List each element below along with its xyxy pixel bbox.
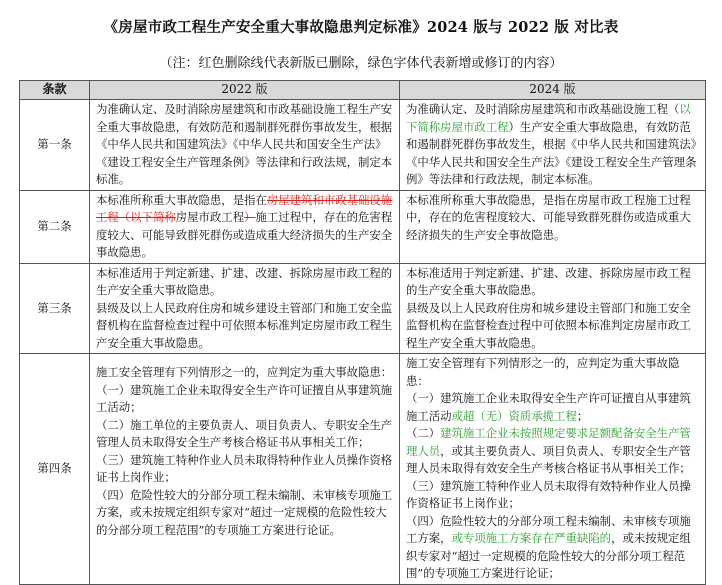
text-2024: 为准确认定、及时消除房屋建筑和市政基础设施工程（ <box>406 102 680 116</box>
paragraph: 本标准适用于判定新建、扩建、改建、拆除房屋市政工程的生产安全重大事故隐患。 <box>406 265 691 297</box>
cell-2022 <box>90 263 400 354</box>
cell-2024 <box>400 354 706 585</box>
text-2024: 本标准所称重大事故隐患，是指在房屋市政工程施工过程中，存在的危害程度较大、可能导致群死群伤或造成重大经济损失的生产安全事故隐患。 <box>406 192 691 242</box>
paragraph <box>406 390 699 425</box>
text-2024: （一）建筑施工企业未取得安全生产许可证擅自从事建筑施工活动 <box>406 391 691 423</box>
article-label: 第一条 <box>20 100 90 191</box>
table-row <box>20 190 706 263</box>
article-label: 第二条 <box>20 190 90 263</box>
header-article: 条款 <box>20 81 90 100</box>
cell-2022 <box>90 100 400 191</box>
paragraph: 县级及以上人民政府住房和城乡建设主管部门和施工安全监督机构在监督检查过程中可依照本标准判定房屋市政工程生产安全重大事故隐患。 <box>96 300 393 350</box>
header-2022: 2022 版 <box>90 81 400 100</box>
text-2022: 为准确认定、及时消除房屋建筑和市政基础设施工程生产安全重大事故隐患，有效防范和遏制群死群伤事故发生，根据《中华人民共和国建筑法》《中华人民共和国安全生产法》《建设工程安全生产管理条例》等法律和行政法规，制定本标准。 <box>96 102 393 186</box>
article-label: 第四条 <box>20 354 90 585</box>
paragraph: （一）建筑施工企业未取得安全生产许可证擅自从事建筑施工活动； <box>96 382 393 414</box>
cell-2024 <box>400 190 706 263</box>
added-text: 或超（无）资质承揽工程 <box>451 408 577 423</box>
added-text: 或专项施工方案存在严重缺陷的 <box>451 531 612 545</box>
table-header-row <box>20 81 706 100</box>
comparison-table <box>19 80 706 585</box>
added-text: 以下简称房屋市政工程 <box>406 102 691 134</box>
header-2024: 2024 版 <box>400 81 706 100</box>
text-2024: ）生产安全重大事故隐患，有效防范和遏制群死群伤事故发生，根据《中华人民共和国建筑法》《中华人民共和国安全生产法》《建设工程安全生产管理条例》等法律和行政法规，制定本标准。 <box>406 119 697 186</box>
document-title: 《房屋市政工程生产安全重大事故隐患判定标准》2024 版与 2022 版 对比表 <box>103 19 619 36</box>
deleted-text: 房屋建筑和市政基础设施工程（以下简称 <box>96 192 393 224</box>
paragraph: （二）施工单位的主要负责人、项目负责人、专职安全生产管理人员未取得安全生产考核合格证书从事相关工作； <box>96 417 393 449</box>
paragraph: 县级及以上人民政府住房和城乡建设主管部门和施工安全监督机构在监督检查过程中可依照本标准判定房屋市政工程生产安全重大事故隐患。 <box>406 300 691 350</box>
cell-2024 <box>400 263 706 354</box>
cell-2022 <box>90 354 400 585</box>
paragraph: （三）建筑施工特种作业人员未取得特种作业人员操作资格证书上岗作业； <box>96 452 393 484</box>
text-2022: 房屋市政工程 <box>175 210 245 224</box>
text-2022: 施工过程中，存在的危害程度较大、可能导致群死群伤或造成重大经济损失的生产安全事故隐患。 <box>96 210 393 259</box>
text-2024: （二） <box>406 426 441 440</box>
cell-2022 <box>90 190 400 263</box>
text-2024: ，或其主要负责人、项目负责人、专职安全生产管理人员未取得有效安全生产考核合格证书从事相关工作； <box>406 443 691 475</box>
text-2024: ，或未按规定组织专家对“超过一定规模的危险性较大的分部分项工程范围”的专项施工方案进行论证； <box>406 531 691 580</box>
text-2024: ； <box>576 408 589 423</box>
paragraph: 施工安全管理有下列情形之一的，应判定为重大事故隐患： <box>406 356 680 388</box>
paragraph: 本标准适用于判定新建、扩建、改建、拆除房屋市政工程的生产安全重大事故隐患。 <box>96 265 393 297</box>
table-row <box>20 354 706 585</box>
text-2024: （四）危险性较大的分部分项工程未编制、未审核专项施工方案， <box>406 513 691 545</box>
legend-note: （注：红色删除线代表新版已删除，绿色字体代表新增或修订的内容） <box>159 56 563 71</box>
paragraph: 施工安全管理有下列情形之一的，应判定为重大事故隐患： <box>96 365 393 379</box>
table-row <box>20 263 706 354</box>
paragraph: （三）建筑施工特种作业人员未取得有效特种作业人员操作资格证书上岗作业； <box>406 478 691 510</box>
paragraph <box>406 425 699 478</box>
paragraph: （四）危险性较大的分部分项工程未编制、未审核专项施工方案，或未按规定组织专家对“超过一定规模的危险性较大的分部分项工程范围”的专项施工方案进行论证。 <box>96 487 393 537</box>
text-2022: 本标准所称重大事故隐患，是指在 <box>96 192 267 207</box>
cell-2024 <box>400 100 706 191</box>
deleted-text: ） <box>244 210 256 224</box>
paragraph <box>406 513 699 583</box>
added-text: 建筑施工企业未按照规定要求足额配备安全生产管理人员 <box>406 426 691 458</box>
table-row <box>20 100 706 191</box>
article-label: 第三条 <box>20 263 90 354</box>
